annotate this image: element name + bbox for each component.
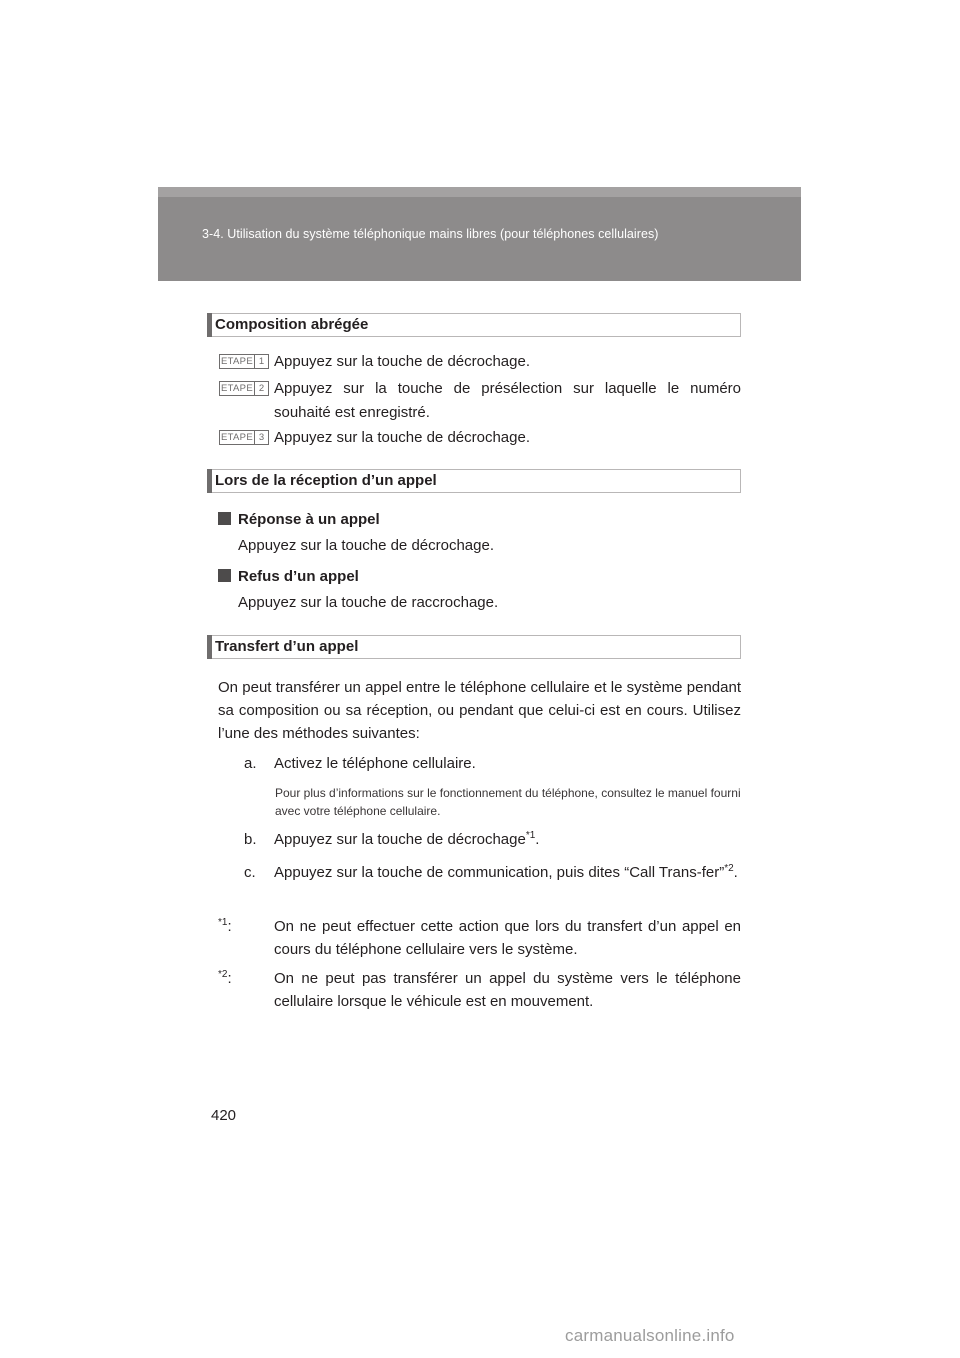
- answer-text: Appuyez sur la touche de décrochage.: [238, 537, 495, 554]
- section-heading-speed-dial: [207, 313, 741, 337]
- section-bar: [207, 469, 212, 493]
- section-title: Transfert d’un appel: [215, 638, 359, 655]
- step-badge: ETAPE 2: [219, 381, 269, 396]
- note-text: Pour plus d’informations sur le fonctionnement du téléphone, consultez le manuel fourni avec votre téléphone cellulaire.: [275, 786, 741, 818]
- section-heading-transfer: [207, 635, 741, 659]
- chapter-title: 3-4. Utilisation du système téléphonique mains libres (pour téléphones cellulaires): [202, 227, 659, 241]
- step-text: Appuyez sur la touche de décrochage.: [274, 353, 531, 370]
- square-bullet-icon: [218, 569, 231, 582]
- section-bar: [207, 635, 212, 659]
- refuse-text: Appuyez sur la touche de raccrochage.: [238, 594, 499, 611]
- step-text: Appuyez sur la touche de décrochage.: [274, 429, 531, 446]
- chapter-header: [158, 187, 801, 281]
- step-text: Appuyez sur la touche de présélection sur laquelle le numéro souhaité est enregistré.: [274, 380, 741, 421]
- section-title: Lors de la réception d’un appel: [215, 472, 437, 489]
- transfer-intro: On peut transférer un appel entre le téléphone cellulaire et le système pendant sa composition ou sa réception, ou pendant que celui-ci est en cours. Utilisez l’une des méthodes suivantes:: [218, 679, 741, 742]
- section-title: Composition abrégée: [215, 316, 369, 333]
- section-heading-receiving: [207, 469, 741, 493]
- square-bullet-icon: [218, 512, 231, 525]
- section-bar: [207, 313, 212, 337]
- step-badge: ETAPE 1: [219, 354, 269, 369]
- step-badge: ETAPE 3: [219, 430, 269, 445]
- watermark: carmanualsonline.info: [565, 1326, 735, 1345]
- subheading-answer: Réponse à un appel: [218, 511, 380, 528]
- subheading-refuse: Refus d’un appel: [218, 568, 359, 585]
- page-number: 420: [211, 1107, 237, 1124]
- header-stripe: [158, 187, 801, 197]
